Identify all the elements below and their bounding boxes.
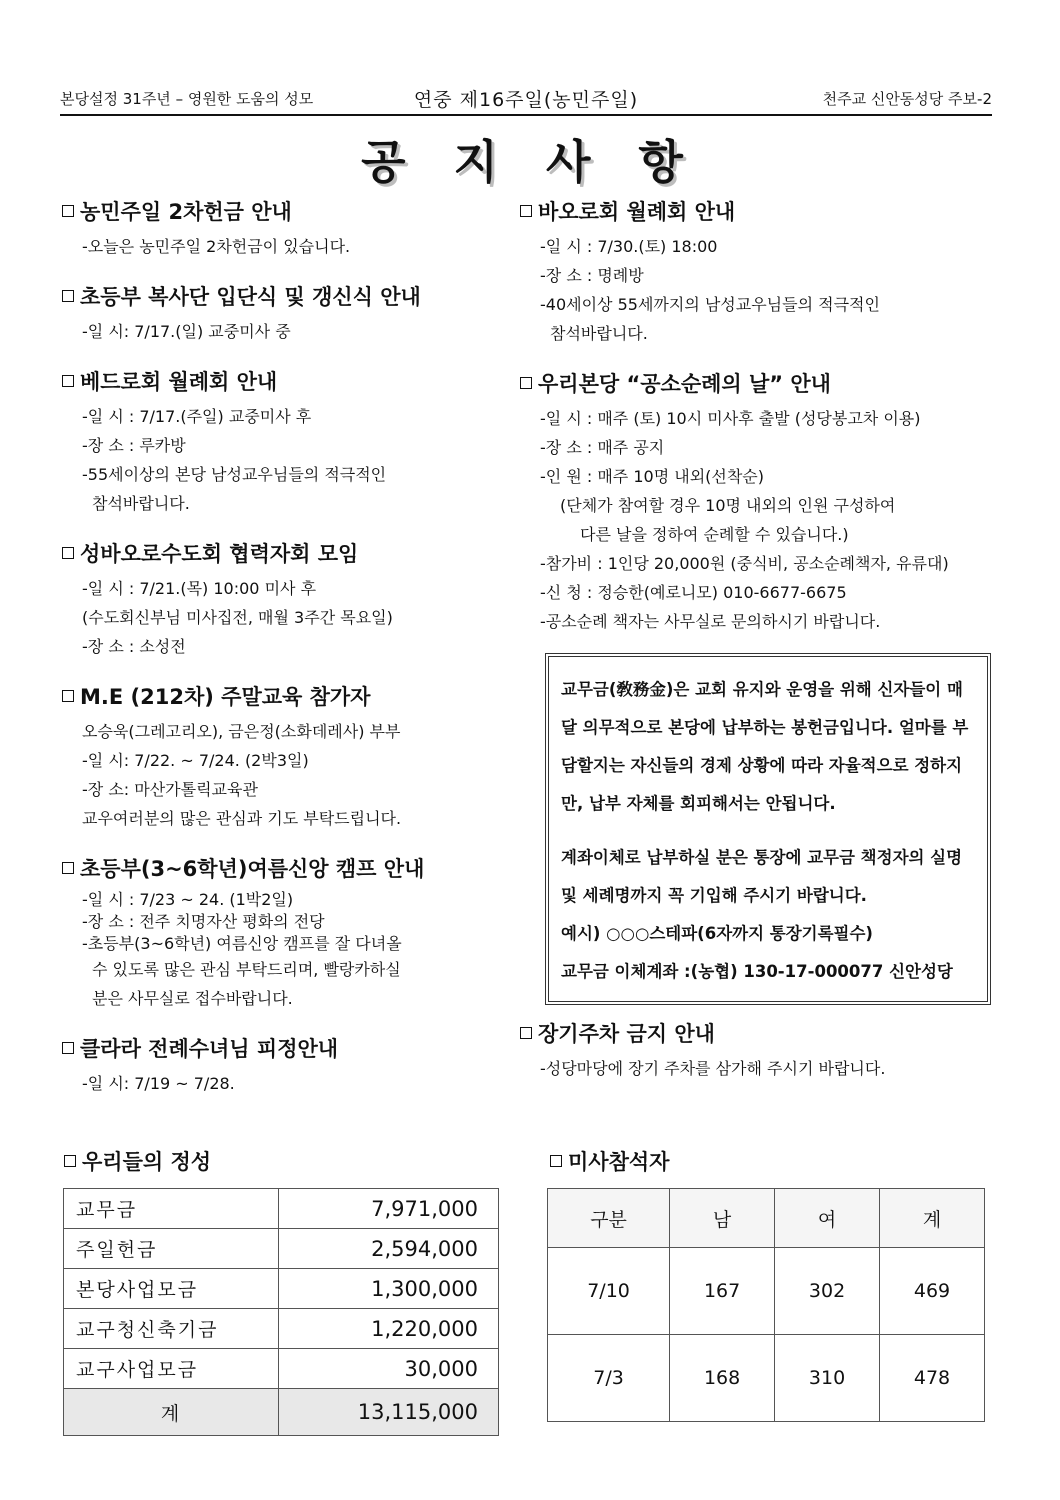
- checkbox-bullet-icon: [520, 1027, 532, 1039]
- table-row: [64, 1189, 499, 1229]
- table-header-row: [548, 1189, 985, 1248]
- offering-value: 7,971,000: [279, 1189, 499, 1229]
- section-line: -일 시 : 7/23 ~ 24. (1박2일): [82, 890, 294, 909]
- notice-paragraph: 계좌이체로 납부하실 분은 통장에 교무금 책정자의 실명 및 세례명까지 꼭 기입해 주시기 바랍니다.: [561, 848, 963, 905]
- section-line: -인 원 : 매주 10명 내외(선착순): [540, 467, 764, 486]
- table-cell: 7/10: [548, 1248, 670, 1335]
- table-cell: 310: [775, 1335, 880, 1422]
- section-line: -일 시 : 매주 (토) 10시 미사후 출발 (성당봉고차 이용): [540, 409, 921, 428]
- section-line: -장 소 : 소성전: [82, 637, 186, 656]
- section-title: 농민주일 2차헌금 안내: [80, 200, 292, 224]
- checkbox-bullet-icon: [550, 1155, 562, 1167]
- notice-example: 예시) ○○○스테파(6자까지 통장기록필수): [561, 924, 873, 943]
- section-line: 수 있도록 많은 관심 부탁드리며, 빨랑카하실: [92, 960, 401, 979]
- table-total-row: [64, 1389, 499, 1436]
- section-line: -참가비 : 1인당 20,000원 (중식비, 공소순례책자, 유류대): [540, 554, 949, 573]
- total-value: 13,115,000: [279, 1389, 499, 1436]
- notice-paragraph: 교무금(敎務金)은 교회 유지와 운영을 위해 신자들이 매달 의무적으로 본당에 납부하는 봉헌금입니다. 얼마를 부담할지는 자신들의 경제 상황에 따라 자율적으로 정하지만, 납부 자체를 회피해서는 안됩니다.: [561, 680, 969, 813]
- section-line: -장 소 : 명례방: [540, 266, 644, 285]
- section-line: -공소순례 책자는 사무실로 문의하시기 바랍니다.: [540, 612, 881, 631]
- header-center: 연중 제16주일(농민주일): [413, 89, 639, 111]
- column-header: 구분: [548, 1189, 670, 1248]
- notice-section: [62, 366, 502, 518]
- section-line: 참석바랍니다.: [550, 324, 648, 343]
- section-line: -일 시 : 7/21.(목) 10:00 미사 후: [82, 579, 317, 598]
- section-line: -장 소: 마산가톨릭교육관: [82, 780, 258, 799]
- section-line: -장 소 : 전주 치명자산 평화의 전당: [82, 912, 325, 931]
- notice-section: [62, 681, 502, 833]
- offerings-title: 우리들의 정성: [64, 1146, 211, 1176]
- offering-label: 주일헌금: [64, 1229, 279, 1269]
- section-line: -신 청 : 정승한(예로니모) 010-6677-6675: [540, 583, 847, 602]
- checkbox-bullet-icon: [62, 205, 74, 217]
- offering-label: 교구사업모금: [64, 1349, 279, 1389]
- column-header: 남: [670, 1189, 775, 1248]
- section-line: -장 소 : 루카방: [82, 436, 186, 455]
- column-header: 계: [880, 1189, 985, 1248]
- checkbox-bullet-icon: [62, 375, 74, 387]
- section-title: 장기주차 금지 안내: [538, 1022, 715, 1046]
- right-column: [520, 196, 992, 1103]
- checkbox-bullet-icon: [62, 547, 74, 559]
- checkbox-bullet-icon: [62, 290, 74, 302]
- table-row: [548, 1248, 985, 1335]
- total-label: 계: [64, 1389, 279, 1436]
- notice-account: 교무금 이체계좌 :(농협) 130-17-000077 신안성당: [561, 962, 953, 981]
- table-row: [64, 1269, 499, 1309]
- attendance-table: [547, 1188, 985, 1422]
- section-line: 참석바랍니다.: [92, 494, 190, 513]
- section-line: (수도회신부님 미사집전, 매월 3주간 목요일): [82, 608, 393, 627]
- offering-value: 1,220,000: [279, 1309, 499, 1349]
- table-cell: 167: [670, 1248, 775, 1335]
- table-row: [548, 1335, 985, 1422]
- section-line: 분은 사무실로 접수바랍니다.: [92, 989, 293, 1008]
- offerings-table: [63, 1188, 499, 1436]
- notice-section: [520, 368, 992, 636]
- section-line: -40세이상 55세까지의 남성교우님들의 적극적인: [540, 295, 880, 314]
- checkbox-bullet-icon: [62, 690, 74, 702]
- table-row: [64, 1309, 499, 1349]
- section-line: -일 시: 7/22. ~ 7/24. (2박3일): [82, 751, 309, 770]
- section-title: M.E (212차) 주말교육 참가자: [80, 685, 371, 709]
- tithe-notice-box: [548, 656, 988, 1002]
- offering-value: 1,300,000: [279, 1269, 499, 1309]
- section-line: -일 시: 7/17.(일) 교중미사 중: [82, 322, 291, 341]
- section-line: 교우여러분의 많은 관심과 기도 부탁드립니다.: [82, 809, 402, 828]
- checkbox-bullet-icon: [62, 862, 74, 874]
- offering-value: 30,000: [279, 1349, 499, 1389]
- section-line: -일 시 : 7/17.(주일) 교중미사 후: [82, 407, 312, 426]
- section-line: -일 시 : 7/30.(토) 18:00: [540, 237, 718, 256]
- checkbox-bullet-icon: [520, 205, 532, 217]
- page-header: [60, 84, 992, 116]
- checkbox-bullet-icon: [520, 377, 532, 389]
- left-column: [62, 196, 502, 1118]
- section-line: 오승욱(그레고리오), 금은정(소화데레사) 부부: [82, 722, 401, 741]
- section-line: -오늘은 농민주일 2차헌금이 있습니다.: [82, 237, 351, 256]
- table-cell: 478: [880, 1335, 985, 1422]
- section-line: -일 시: 7/19 ~ 7/28.: [82, 1074, 235, 1093]
- offering-label: 본당사업모금: [64, 1269, 279, 1309]
- section-title: 베드로회 월례회 안내: [80, 370, 278, 394]
- header-left: 본당설정 31주년 – 영원한 도움의 성모: [60, 90, 314, 108]
- notice-section: [62, 538, 502, 661]
- section-title: 성바오로수도회 협력자회 모임: [80, 542, 359, 566]
- attendance-title: 미사참석자: [550, 1146, 669, 1176]
- checkbox-bullet-icon: [64, 1155, 76, 1167]
- notice-section: [62, 1033, 502, 1098]
- section-line: -장 소 : 매주 공지: [540, 438, 665, 457]
- checkbox-bullet-icon: [62, 1042, 74, 1054]
- notice-section: [62, 853, 502, 1013]
- notice-section: [62, 281, 502, 346]
- section-title: 우리본당 “공소순례의 날” 안내: [538, 372, 831, 396]
- section-line: 다른 날을 정하여 순례할 수 있습니다.): [580, 525, 849, 544]
- notice-section: [520, 1018, 992, 1083]
- section-title: 초등부(3~6학년)여름신앙 캠프 안내: [80, 857, 425, 881]
- table-row: [64, 1349, 499, 1389]
- table-cell: 302: [775, 1248, 880, 1335]
- header-right: 천주교 신안동성당 주보-2: [822, 90, 992, 108]
- offering-label: 교구청신축기금: [64, 1309, 279, 1349]
- table-cell: 469: [880, 1248, 985, 1335]
- table-row: [64, 1229, 499, 1269]
- table-cell: 168: [670, 1335, 775, 1422]
- offering-label: 교무금: [64, 1189, 279, 1229]
- notice-section: [520, 196, 992, 348]
- section-title: 클라라 전례수녀님 피정안내: [80, 1037, 339, 1061]
- section-line: -55세이상의 본당 남성교우님들의 적극적인: [82, 465, 387, 484]
- section-line: (단체가 참여할 경우 10명 내외의 인원 구성하여: [560, 496, 896, 515]
- section-title: 초등부 복사단 입단식 및 갱신식 안내: [80, 285, 421, 309]
- column-header: 여: [775, 1189, 880, 1248]
- table-cell: 7/3: [548, 1335, 670, 1422]
- section-line: -성당마당에 장기 주차를 삼가해 주시기 바랍니다.: [540, 1059, 886, 1078]
- offering-value: 2,594,000: [279, 1229, 499, 1269]
- notice-section: [62, 196, 502, 261]
- section-line: -초등부(3~6학년) 여름신앙 캠프를 잘 다녀올: [82, 934, 402, 953]
- section-title: 바오로회 월례회 안내: [538, 200, 736, 224]
- page-title: 공 지 사 항: [361, 135, 699, 189]
